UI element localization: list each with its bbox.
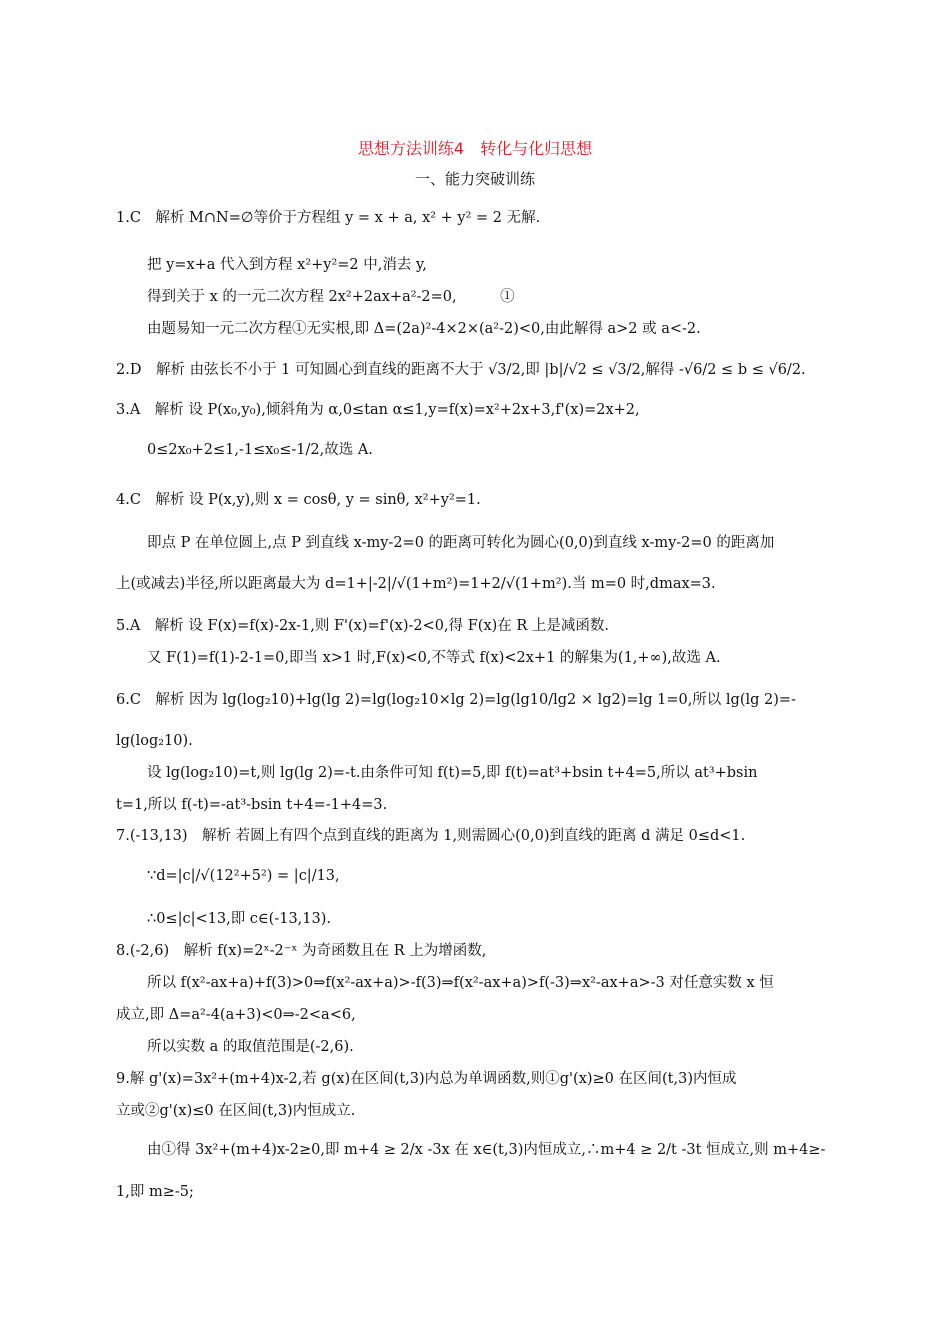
text-line: 0≤2x₀+2≤1,-1≤x₀≤-1/2,故选 A.	[147, 442, 373, 458]
text-line: 3.A 解析 设 P(x₀,y₀),倾斜角为 α,0≤tan α≤1,y=f(x)=x²+2x+3,f'(x)=2x+2,	[116, 402, 640, 418]
text-line: 1,即 m≥-5;	[116, 1184, 194, 1200]
text-line: 2.D 解析 由弦长不小于 1 可知圆心到直线的距离不大于 √3/2,即 |b|/√2 ≤ √3/2,解得 -√6/2 ≤ b ≤ √6/2.	[116, 362, 806, 378]
text-line: t=1,所以 f(-t)=-at³-bsin t+4=-1+4=3.	[116, 797, 388, 813]
text-line: 8.(-2,6) 解析 f(x)=2ˣ-2⁻ˣ 为奇函数且在 R 上为增函数,	[116, 943, 487, 959]
text-line: ∴0≤|c|<13,即 c∈(-13,13).	[147, 911, 331, 927]
text-line: 由①得 3x²+(m+4)x-2≥0,即 m+4 ≥ 2/x -3x 在 x∈(t,3)内恒成立,∴m+4 ≥ 2/t -3t 恒成立,则 m+4≥-	[147, 1142, 826, 1158]
text-line: 4.C 解析 设 P(x,y),则 x = cosθ, y = sinθ, x²+y²=1.	[116, 492, 481, 508]
text-line: 即点 P 在单位圆上,点 P 到直线 x-my-2=0 的距离可转化为圆心(0,0)到直线 x-my-2=0 的距离加	[147, 535, 775, 551]
text-line: 把 y=x+a 代入到方程 x²+y²=2 中,消去 y,	[147, 257, 427, 273]
text-line: 6.C 解析 因为 lg(log₂10)+lg(lg 2)=lg(log₂10×lg 2)=lg(lg10/lg2 × lg2)=lg 1=0,所以 lg(lg 2)=-	[116, 692, 796, 708]
page-title: 思想方法训练4 转化与化归思想	[357, 139, 593, 158]
text-line: 成立,即 Δ=a²-4(a+3)<0⇒-2<a<6,	[116, 1007, 356, 1023]
text-line: 立或②g'(x)≤0 在区间(t,3)内恒成立.	[116, 1103, 356, 1119]
text-line: 设 lg(log₂10)=t,则 lg(lg 2)=-t.由条件可知 f(t)=5,即 f(t)=at³+bsin t+4=5,所以 at³+bsin	[147, 765, 758, 781]
text-line: 所以 f(x²-ax+a)+f(3)>0⇒f(x²-ax+a)>-f(3)⇒f(x²-ax+a)>f(-3)⇒x²-ax+a>-3 对任意实数 x 恒	[147, 975, 774, 991]
text-line: 所以实数 a 的取值范围是(-2,6).	[147, 1039, 354, 1055]
text-line: 9.解 g'(x)=3x²+(m+4)x-2,若 g(x)在区间(t,3)内总为单调函数,则①g'(x)≥0 在区间(t,3)内恒成	[116, 1071, 737, 1087]
text-line: 得到关于 x 的一元二次方程 2x²+2ax+a²-2=0, ①	[147, 289, 515, 305]
text-line: 上(或减去)半径,所以距离最大为 d=1+|-2|/√(1+m²)=1+2/√(1+m²).当 m=0 时,dmax=3.	[116, 576, 716, 592]
section-subtitle: 一、能力突破训练	[414, 170, 535, 188]
text-line: 又 F(1)=f(1)-2-1=0,即当 x>1 时,F(x)<0,不等式 f(x)<2x+1 的解集为(1,+∞),故选 A.	[147, 650, 721, 666]
text-line: 由题易知一元二次方程①无实根,即 Δ=(2a)²-4×2×(a²-2)<0,由此解得 a>2 或 a<-2.	[147, 321, 701, 337]
text-line: 7.(-13,13) 解析 若圆上有四个点到直线的距离为 1,则需圆心(0,0)到直线的距离 d 满足 0≤d<1.	[116, 828, 746, 844]
text-line: lg(log₂10).	[116, 733, 193, 749]
text-line: ∵d=|c|/√(12²+5²) = |c|/13,	[147, 868, 340, 884]
text-line: 5.A 解析 设 F(x)=f(x)-2x-1,则 F'(x)=f'(x)-2<0,得 F(x)在 R 上是减函数.	[116, 618, 610, 634]
text-line: 1.C 解析 M∩N=∅等价于方程组 y = x + a, x² + y² = 2 无解.	[116, 210, 541, 226]
